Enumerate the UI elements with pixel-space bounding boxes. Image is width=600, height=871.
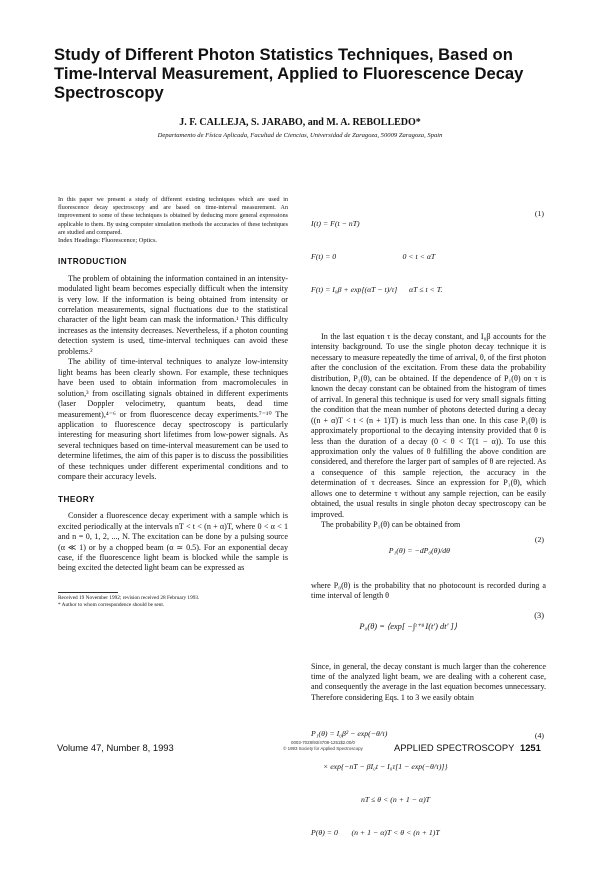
equation-3 [351, 610, 546, 654]
paragraph: In the last equation τ is the decay constant, and I₀β accounts for the intensity background. To use the single photon decay technique it is necessary to measure repeatedly the time of arrival, θ, of the first photon after the conclusion of the excitation. From these data the probability distribution, P₁(θ), can be obtained. If the dependence of P₁(θ) on τ is known the decay constant can be obtained from the histogram of times of arrival. In general this technique is used for very small signals fitting the condition that the mean number of photons detected during a decay ((n + α)T < t < (n + 1)T) is much less than one. In this case P₁(θ) is approximately proportional to the decaying intensity provided that θ is less than the duration of a decay (0 < θ < T(1 − α)). To use this approximation only the values of θ fulfilling the above condition are considered, and therefore the larger part of samples of θ are rejected. As a consequence of this sample rejection, the accuracy in the determination of τ decreases. Since an expression for P₁(θ), which allows one to determine τ without any sample rejection, can be easily obtained, the usual results in single photon decay spectroscopy can be improved. [311, 332, 546, 519]
equation-line: P₁(θ) = −dP₀(θ)/dθ [388, 545, 451, 555]
article-title: Study of Different Photon Statistics Techniques, Based on Time-Interval Measurement, Applied to Fluorescence Decay Spectroscopy [54, 45, 524, 102]
equation-line: P(θ) = 0 (n + 1 − α)T < θ < (n + 1)T [311, 828, 440, 838]
footer-volume: Volume 47, Number 8, 1993 [57, 742, 174, 753]
affiliation: Departamento de Física Aplicada, Facultad de Ciencias, Universidad de Zaragoza, 50009 Zaragoza, Spain [157, 132, 443, 139]
section-heading-introduction: INTRODUCTION [58, 257, 127, 267]
equation-number: (2) [534, 534, 544, 544]
authors: J. F. CALLEJA, S. JARABO, and M. A. REBOLLEDO* [179, 117, 421, 128]
equation-line: F(t) = 0 0 < t < αT [311, 252, 436, 261]
equation-number: (1) [534, 209, 544, 218]
paragraph: The problem of obtaining the information contained in an intensity-modulated light beam becomes especially difficult when the intensity is very low. If the information is being obtained from intensity or correlation measurements, signal fluctuations due to the statistical character of the light beam can mask the information.¹ This difficulty increases as the intensity decreases. Nevertheless, if a photon counting detection system is used, time-interval techniques can avoid these problems.² [58, 273, 288, 356]
paragraph: The ability of time-interval techniques to analyze low-intensity light beams has been clearly shown. For example, these techniques have been used to obtain information from macromolecules in solution,³ from oscillating signals obtained in different experiments (laser Doppler velocimetry, quantum beats, dead time measurement),⁴⁻⁶ or from fluorescence decay experiments.⁷⁻¹⁰ The application to fluorescence decay spectroscopy is particularly interesting for measuring short lifetimes from low-power signals. As several techniques based on time-interval measurement can be used to determine lifetimes, the aim of this paper is to discuss the possibilities of these techniques under different experimental conditions and to compare their accuracy levels. [58, 357, 288, 482]
left-column [58, 196, 288, 609]
equation-1 [311, 196, 546, 328]
abstract: In this paper we present a study of different existing techniques which are used in fluorescence decay spectroscopy and are based on time-interval measurement. An improvement to some of these techniques is obtained by deducing more general expressions applicable to them. By using computer simulation methods the accuracies of these techniques are studied and compared. [58, 197, 288, 236]
index-headings: Index Headings: Fluorescence; Optics. [58, 237, 158, 245]
paragraph: Since, in general, the decay constant is much larger than the coherence time of the analyzed light beam, we are dealing with a coherent case, and consequently the average in the last equation becomes unnecessary. Therefore considering Eqs. 1 to 3 we easily obtain [311, 661, 546, 702]
equation-line: P₀(θ) = ⟨exp[ −∫ᵗ⁺ᶿ I(t′) dt′ ]⟩ [359, 621, 458, 631]
paragraph: The probability P₁(θ) can be obtained from [321, 520, 461, 530]
equation-line: nT ≤ θ < (n + 1 − α)T [361, 795, 430, 805]
footnote-rule [58, 592, 118, 593]
copyright-line: 0003-7028/93/4708-1251$2.00/0 [291, 740, 355, 745]
footer-copyright [268, 740, 378, 752]
equation-2 [381, 534, 546, 578]
footnote-author: * Author to whom correspondence should be sent. [58, 601, 165, 608]
paragraph: where P₀(θ) is the probability that no photocount is recorded during a time interval of length θ [311, 580, 546, 601]
right-column [311, 196, 546, 871]
equation-line: F(t) = I₀β + exp[(αT − t)/τ] αT ≤ t < T. [311, 285, 443, 294]
equation-number: (3) [534, 610, 544, 620]
equation-4 [311, 706, 546, 871]
copyright-line: © 1993 Society for Applied Spectroscopy [283, 746, 363, 751]
footer-journal: APPLIED SPECTROSCOPY [394, 742, 515, 753]
equation-line: × exp{−nT − βI₀t − I₀τ[1 − exp(−θ/τ)]} [323, 762, 448, 772]
equation-line: I(t) = F(t − nT) [311, 219, 360, 228]
equation-line: P₁(θ) = I₀β² − exp(−θ/τ) [311, 729, 388, 739]
page-number: 1251 [520, 742, 541, 753]
equation-number: (4) [534, 731, 544, 741]
paragraph: Consider a fluorescence decay experiment with a sample which is excited periodically at the intervals nT < t < (n + α)T, where 0 < α < 1 and n = 0, 1, 2, ..., N. The excitation can be done by a pulsing source (α ≪ 1) or by a chopped beam (α ≃ 0.5). For an exponential decay case, if the fluorescence light beam is blocked while the sample is being excited the detected light beam can be expressed as [58, 511, 288, 573]
section-heading-theory: THEORY [58, 494, 95, 504]
footnote-received: Received 19 November 1992; revision received 28 February 1993. [58, 594, 200, 601]
